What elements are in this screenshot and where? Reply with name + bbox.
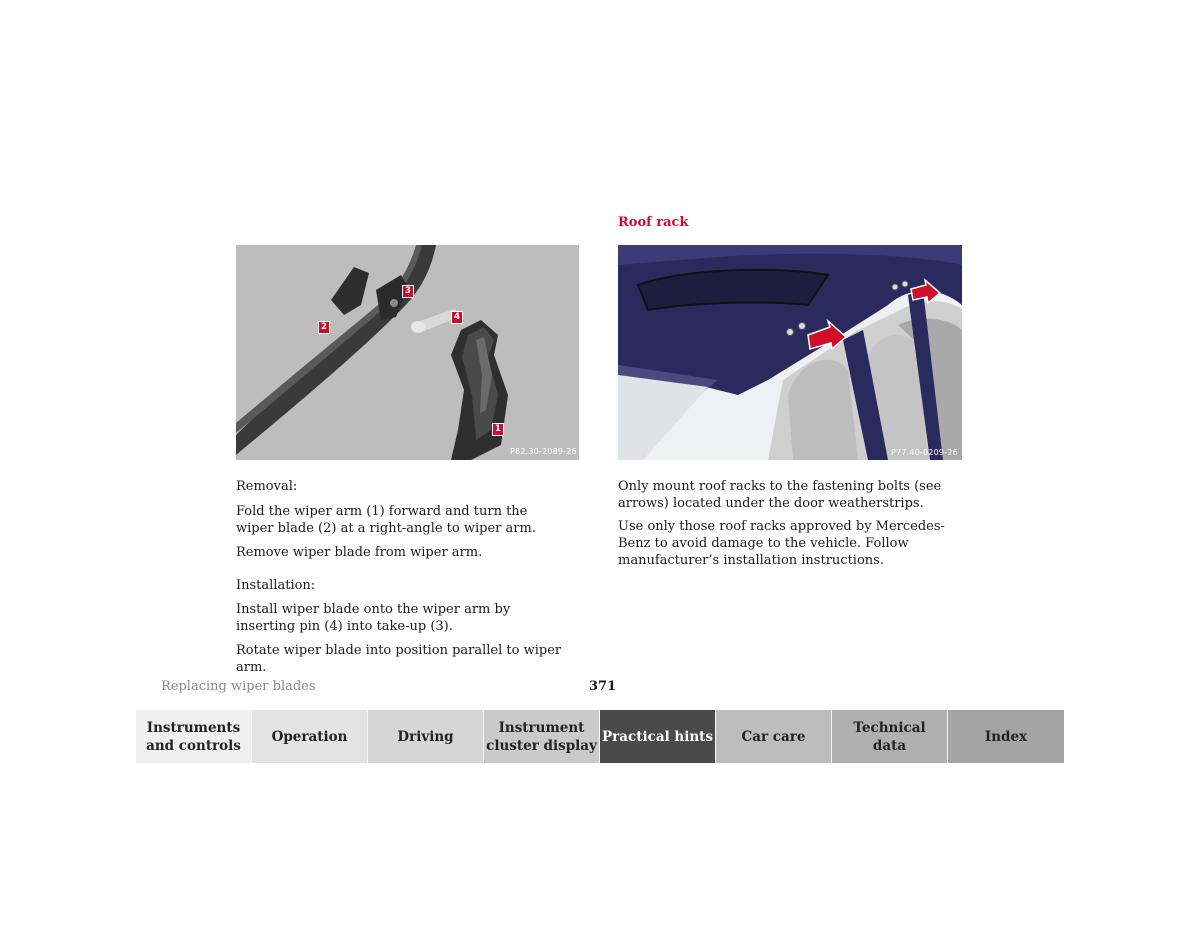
tab-label-line2: cluster display: [486, 737, 597, 754]
removal-step-2: Remove wiper blade from wiper arm.: [236, 545, 483, 560]
tab-instruments-and-controls[interactable]: [136, 710, 252, 763]
tab-driving[interactable]: [368, 710, 484, 763]
tab-label: Operation: [271, 728, 348, 745]
car-roof-drawing: [618, 245, 962, 460]
tab-car-care[interactable]: [716, 710, 832, 763]
section-title-roof-rack: Roof rack: [618, 215, 689, 230]
installation-heading: Installation:: [236, 578, 316, 593]
roof-rack-paragraph-2: Use only those roof racks approved by Mercedes-Benz to avoid damage to the vehicle. Follow manufacturer’s installation instructions.: [618, 519, 945, 568]
removal-step-1: Fold the wiper arm (1) forward and turn the wiper blade (2) at a right-angle to wiper arm.: [236, 504, 536, 536]
callout-4: 4: [451, 311, 463, 324]
roof-rack-paragraph-1: Only mount roof racks to the fastening bolts (see arrows) located under the door weatherstrips.: [618, 479, 942, 511]
tab-label: Practical hints: [602, 728, 713, 745]
tab-technical-data[interactable]: [832, 710, 948, 763]
tab-practical-hints[interactable]: [600, 710, 716, 763]
roof-rack-illustration: [618, 245, 962, 460]
callout-2: 2: [318, 321, 330, 334]
tab-label-line2: and controls: [146, 737, 241, 754]
tab-label-line1: Instruments: [146, 719, 241, 736]
chapter-navigation: [136, 710, 1065, 763]
figure-code-left: P82.30-2089-26: [510, 447, 577, 456]
installation-step-1: Install wiper blade onto the wiper arm by inserting pin (4) into take-up (3).: [236, 602, 511, 634]
tab-label-line2: data: [872, 737, 907, 754]
installation-step-2: Rotate wiper blade into position parallel to wiper arm.: [236, 643, 562, 675]
callout-1: 1: [492, 423, 504, 436]
tab-index[interactable]: [948, 710, 1064, 763]
wiper-blade-illustration: [236, 245, 579, 460]
removal-heading: Removal:: [236, 479, 298, 494]
wiper-blade-drawing: [236, 245, 579, 460]
tab-label: Driving: [397, 728, 454, 745]
tab-label-line1: Instrument: [498, 719, 585, 736]
footer-section-title: Replacing wiper blades: [161, 679, 316, 694]
tab-label: Index: [984, 728, 1028, 745]
tab-instrument-cluster-display[interactable]: [484, 710, 600, 763]
tab-operation[interactable]: [252, 710, 368, 763]
tab-label: Car care: [741, 728, 806, 745]
page-number: 371: [589, 679, 617, 694]
figure-code-right: P77.40-0209-26: [891, 448, 958, 457]
callout-3: 3: [402, 285, 414, 298]
tab-label-line1: Technical: [853, 719, 926, 736]
